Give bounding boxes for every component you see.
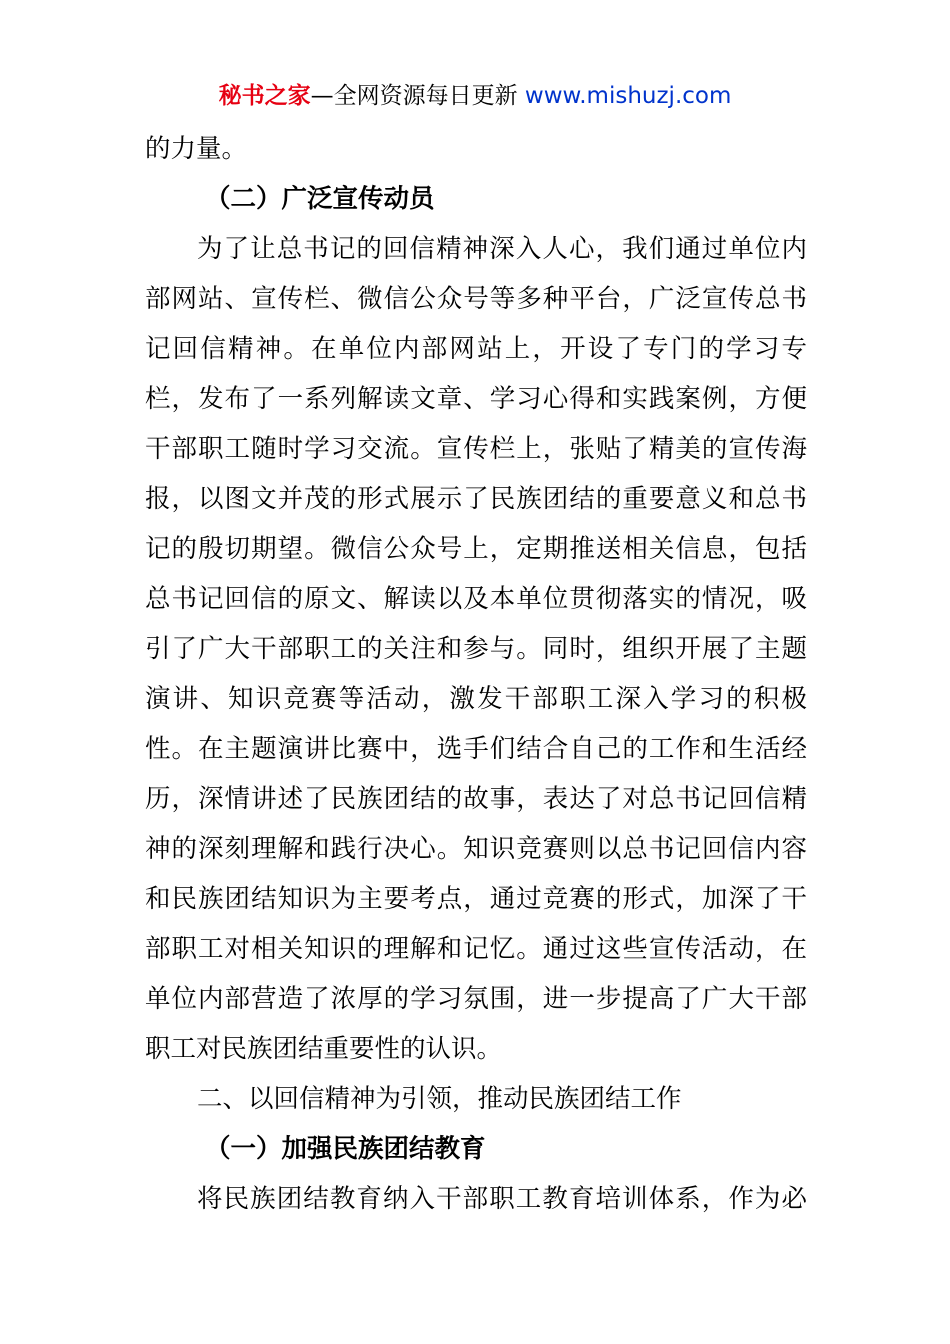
- site-url-link[interactable]: www.mishuzj.com: [524, 83, 732, 109]
- document-body: [145, 124, 807, 1224]
- paragraph-line: 总书记回信的原文、解读以及本单位贯彻落实的情况，吸: [145, 584, 807, 614]
- paragraph-line: 和民族团结知识为主要考点，通过竞赛的形式，加深了干: [145, 884, 807, 914]
- section-heading: 二、以回信精神为引领，推动民族团结工作: [197, 1084, 682, 1114]
- paragraph-line: 为了让总书记的回信精神深入人心，我们通过单位内: [197, 234, 807, 264]
- paragraph-line: 演讲、知识竞赛等活动，激发干部职工深入学习的积极: [145, 684, 807, 714]
- paragraph-line: 记的殷切期望。微信公众号上，定期推送相关信息，包括: [145, 534, 807, 564]
- paragraph-line: 神的深刻理解和践行决心。知识竞赛则以总书记回信内容: [145, 834, 807, 864]
- paragraph-line: 引了广大干部职工的关注和参与。同时，组织开展了主题: [145, 634, 807, 664]
- paragraph-line: 的力量。: [145, 134, 248, 164]
- site-header: [0, 80, 950, 112]
- paragraph-line: 栏，发布了一系列解读文章、学习心得和实践案例，方便: [145, 384, 807, 414]
- paragraph-line: 部职工对相关知识的理解和记忆。通过这些宣传活动，在: [145, 934, 807, 964]
- paragraph-line: 历，深情讲述了民族团结的故事，表达了对总书记回信精: [145, 784, 807, 814]
- paragraph-line: 记回信精神。在单位内部网站上，开设了专门的学习专: [145, 334, 807, 364]
- subsection-heading: （二）广泛宣传动员: [205, 184, 435, 214]
- subsection-heading: （一）加强民族团结教育: [205, 1134, 486, 1164]
- paragraph-line: 报，以图文并茂的形式展示了民族团结的重要意义和总书: [145, 484, 807, 514]
- site-tagline: —全网资源每日更新: [310, 83, 525, 109]
- paragraph-line: 性。在主题演讲比赛中，选手们结合自己的工作和生活经: [145, 734, 807, 764]
- site-brand: 秘书之家: [218, 83, 311, 109]
- paragraph-line: 干部职工随时学习交流。宣传栏上，张贴了精美的宣传海: [145, 434, 807, 464]
- paragraph-line: 将民族团结教育纳入干部职工教育培训体系，作为必: [197, 1184, 807, 1214]
- paragraph-line: 部网站、宣传栏、微信公众号等多种平台，广泛宣传总书: [145, 284, 807, 314]
- paragraph-line: 职工对民族团结重要性的认识。: [145, 1034, 503, 1064]
- paragraph-line: 单位内部营造了浓厚的学习氛围，进一步提高了广大干部: [145, 984, 807, 1014]
